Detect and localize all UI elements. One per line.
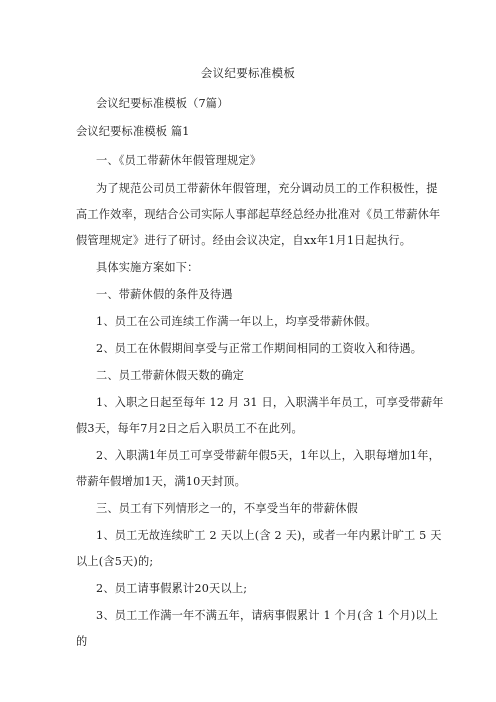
paragraph-line: 具体实施方案如下： xyxy=(96,261,199,274)
paragraph-line: 假3天，每年7月2日之后入职员工不在此列。 xyxy=(76,422,303,435)
paragraph-line: 高工作效率，现结合公司实际人事部起草经总经办批准对《员工带薪休年 xyxy=(76,208,441,221)
paragraph-line: 3、员工工作满一年不满五年，请病事假累计 1 个月(含 1 个月)以上 xyxy=(96,609,439,622)
section-heading: 会议纪要标准模板 篇1 xyxy=(76,125,190,138)
paragraph-line: 一、《员工带薪休年假管理规定》 xyxy=(96,154,262,167)
paragraph-line: 二、员工带薪休假天数的确定 xyxy=(96,369,245,382)
paragraph-line: 的 xyxy=(76,635,88,648)
paragraph-line: 1、入职之日起至每年 12 月 31 日，入职满半年员工，可享受带薪年 xyxy=(96,396,444,409)
document-title: 会议纪要标准模板 xyxy=(200,66,296,80)
paragraph-line: 为了规范公司员工带薪休年假管理，充分调动员工的工作积极性，提 xyxy=(96,182,438,195)
paragraph-line: 带薪年假增加1天，满10天封顶。 xyxy=(76,475,246,488)
paragraph-line: 2、员工在休假期间享受与正常工作期间相同的工资收入和待遇。 xyxy=(96,342,423,355)
paragraph-line: 2、入职满1年员工可享受带薪年假5天，1年以上，入职每增加1年， xyxy=(96,449,441,462)
paragraph-line: 以上(含5天)的; xyxy=(76,555,154,568)
paragraph-line: 1、员工无故连续旷工 2 天以上(含 2 天)，或者一年内累计旷工 5 天 xyxy=(96,529,442,542)
paragraph-line: 1、员工在公司连续工作满一年以上，均享受带薪休假。 xyxy=(96,315,377,328)
paragraph-line: 三、员工有下列情形之一的，不享受当年的带薪休假 xyxy=(96,502,358,515)
paragraph-line: 假管理规定》进行了研讨。经由会议决定，自xx年1月1日起执行。 xyxy=(76,234,412,247)
paragraph-line: 一、带薪休假的条件及待遇 xyxy=(96,288,233,301)
paragraph-line: 2、员工请事假累计20天以上; xyxy=(96,582,248,595)
document-subtitle: 会议纪要标准模板（7篇） xyxy=(96,97,229,110)
